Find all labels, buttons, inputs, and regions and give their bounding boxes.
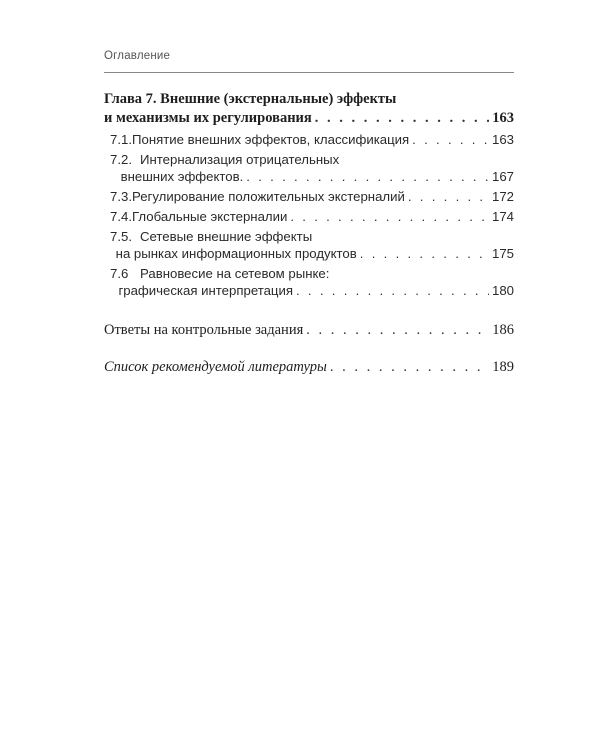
running-header: Оглавление — [104, 50, 171, 62]
section-title: Понятие внешних эффектов, классификация — [132, 132, 410, 147]
section-title: Равновесие на сетевом рынке: — [140, 266, 330, 281]
references-page-number: 189 — [492, 359, 514, 375]
section-page-number: 174 — [491, 209, 514, 224]
section-page-number: 175 — [491, 246, 514, 261]
toc-references[interactable] — [104, 358, 514, 377]
dot-leader — [408, 188, 489, 205]
references-title: Список рекомендуемой литературы — [104, 359, 327, 375]
dot-leader — [330, 358, 489, 377]
dot-leader — [306, 321, 489, 340]
answers-title: Ответы на контрольные задания — [104, 322, 304, 338]
chapter-title-line1: Глава 7. Внешние (экстернальные) эффекты — [104, 91, 397, 107]
dot-leader — [290, 208, 489, 225]
section-number: 7.2. — [110, 152, 132, 167]
section-number: 7.1. — [110, 132, 132, 147]
toc-section-7-6[interactable] — [104, 265, 514, 299]
section-title-cont: на рынках информационных продуктов — [115, 246, 357, 261]
section-title-cont: внешних эффектов. — [120, 169, 244, 184]
toc-section-7-5[interactable] — [104, 228, 514, 262]
toc-answers[interactable] — [104, 321, 514, 340]
answers-page-number: 186 — [492, 322, 514, 338]
section-number: 7.5. — [110, 229, 132, 244]
dot-leader — [360, 245, 489, 262]
section-page-number: 163 — [491, 132, 514, 147]
table-of-contents — [104, 90, 514, 377]
section-number: 7.4. — [110, 209, 132, 224]
section-number: 7.3. — [110, 189, 132, 204]
dot-leader — [315, 109, 490, 128]
dot-leader — [412, 131, 489, 148]
toc-section-7-2[interactable] — [104, 151, 514, 185]
section-page-number: 180 — [491, 283, 514, 298]
dot-leader — [246, 168, 489, 185]
toc-section-7-4[interactable] — [104, 208, 514, 225]
section-title: Регулирование положительных экстерналий — [132, 189, 405, 204]
section-title: Сетевые внешние эффекты — [140, 229, 313, 244]
header-rule — [104, 72, 514, 73]
section-page-number: 167 — [491, 169, 514, 184]
toc-section-7-1[interactable] — [104, 131, 514, 148]
section-page-number: 172 — [491, 189, 514, 204]
dot-leader — [296, 282, 489, 299]
section-title-cont: графическая интерпретация — [118, 283, 293, 298]
section-number: 7.6 — [110, 266, 129, 281]
toc-section-7-3[interactable] — [104, 188, 514, 205]
section-title: Интернализация отрицательных — [140, 152, 340, 167]
section-title: Глобальные экстерналии — [132, 209, 288, 224]
chapter-page-number: 163 — [492, 110, 514, 126]
toc-chapter-7[interactable] — [104, 90, 514, 128]
chapter-title-line2: и механизмы их регулирования — [104, 110, 312, 126]
